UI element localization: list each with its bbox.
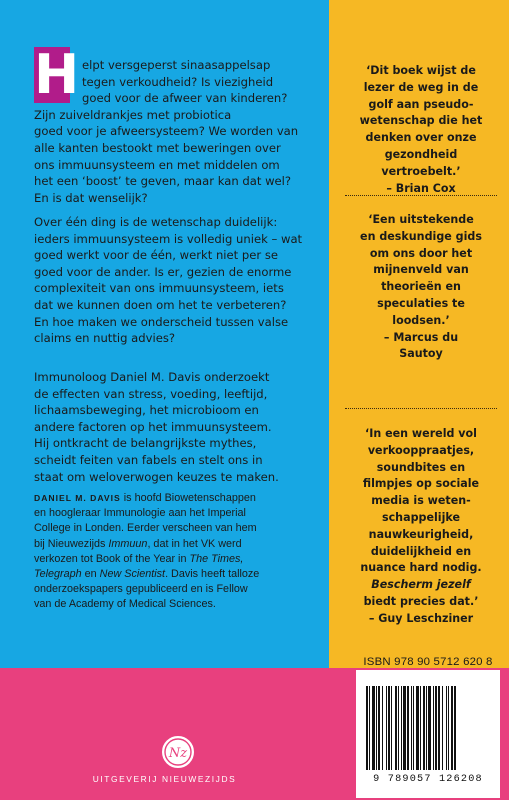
text-line: Over één ding is de wetenschap duidelijk: — [34, 215, 278, 229]
text-line: Immunoloog Daniel M. Davis onderzoekt — [34, 370, 270, 384]
barcode-bar — [398, 686, 399, 770]
quote-attribution: Sautoy — [399, 347, 443, 361]
barcode-bar — [411, 686, 412, 770]
text-line: het een ‘boost’ te geven, maar kan dat wel? — [34, 174, 292, 189]
text-line: staat om weloverwogen keuzes te maken. — [34, 469, 279, 484]
quote-line: biedt precies dat.’ — [363, 594, 479, 608]
third-paragraph — [34, 369, 279, 485]
barcode-bar — [442, 686, 443, 770]
quote-line: filmpjes op sociale — [362, 477, 480, 491]
text-line: en hoogleraar Immunologie aan het Imperial — [34, 507, 246, 520]
publication-title: Telegraph — [34, 568, 82, 581]
text-fragment: en — [81, 568, 100, 581]
text-line: elpt versgeperst sinaasappelsap — [82, 58, 271, 72]
text-fragment: verkozen tot Book of the Year in — [34, 552, 190, 565]
publication-title: New Scientist — [99, 568, 166, 581]
quote-brian-cox — [342, 63, 500, 197]
publisher-logo — [162, 736, 194, 768]
text-fragment: is hoofd Biowetenschappen — [120, 492, 256, 504]
barcode-bar — [376, 686, 377, 770]
text-fragment: . Davis heeft talloze — [165, 568, 260, 581]
text-line: En is dat wenselijk? — [34, 190, 148, 205]
barcode-bar — [388, 686, 390, 770]
author-bio — [34, 491, 259, 613]
text-fragment: bij Nieuwezijds — [34, 537, 109, 550]
text-line: de effecten van stress, voeding, leeftijd, — [34, 386, 268, 401]
text-line: goed voor je afweersysteem? We worden van — [34, 124, 299, 139]
text-line — [34, 552, 259, 567]
quote-line: golf aan pseudo- — [368, 97, 474, 111]
quote-line: duidelijkheid en — [370, 544, 472, 558]
text-line: dat we kunnen doen om het te verbeteren? — [34, 297, 287, 312]
quote-line: soundbites en — [376, 460, 466, 474]
text-line: Zijn zuiveldrankjes met probiotica — [34, 107, 232, 122]
text-line — [34, 491, 259, 506]
quote-line: gezondheid — [384, 147, 458, 161]
quote-line: verkooppraatjes, — [367, 443, 475, 457]
text-line: claims en nuttig advies? — [34, 331, 176, 346]
text-line: lichaamsbeweging, het microbioom en — [34, 403, 259, 418]
quote-line: ‘Dit boek wijst de — [366, 64, 476, 77]
quote-line: wetenschap die het — [359, 114, 483, 128]
barcode-bars — [362, 686, 494, 772]
text-line: onderzoekspapers gepubliceerd en is Fellow — [34, 583, 248, 596]
barcode-bar — [446, 686, 447, 770]
barcode-bar — [403, 686, 406, 770]
text-fragment: , dat in het VK werd — [147, 537, 242, 550]
quote-line: denken over onze — [365, 131, 477, 145]
text-line: goed werkt voor de één, werkt niet per se — [34, 248, 278, 263]
quote-line: speculaties te — [377, 296, 465, 310]
barcode-bar — [366, 686, 368, 770]
text-line — [34, 537, 259, 552]
text-line: Hij ontkracht de belangrijkste mythes, — [34, 436, 257, 451]
quote-line: theorieën en — [381, 280, 461, 294]
text-line — [34, 567, 259, 582]
publisher-logo-icon — [163, 737, 193, 767]
quote-attribution: – Marcus du — [383, 330, 459, 344]
text-line: tegen verkoudheid? Is viezigheid — [82, 74, 274, 89]
text-line: scheidt feiten van fabels en stelt ons in — [34, 452, 263, 467]
quote-line: schappelijke — [382, 510, 460, 524]
publisher-name: UITGEVERIJ NIEUWEZIJDS — [92, 774, 237, 784]
text-line: andere factoren op het immuunsysteem. — [34, 419, 272, 434]
barcode-bar — [378, 686, 380, 770]
barcode-digits: 9 789057 126208 — [373, 774, 483, 785]
quote-line: loodsen.’ — [392, 313, 450, 327]
barcode-bar — [451, 686, 453, 770]
quote-line: vertroebelt.’ — [381, 164, 461, 178]
publication-title: The Times, — [189, 552, 244, 565]
quote-line: en deskundige gids — [360, 229, 482, 243]
text-line: goed voor de ander. Is er, gezien de enorme — [34, 264, 292, 279]
quote-guy-leschziner — [342, 426, 500, 628]
quote-line: ‘Een uitstekende — [368, 213, 474, 226]
barcode-bar — [386, 686, 387, 770]
barcode-bar — [372, 686, 375, 770]
text-line: goed voor de afweer van kinderen? — [82, 91, 288, 106]
barcode — [356, 670, 500, 798]
quote-marcus-du-sautoy — [342, 212, 500, 363]
dotted-divider — [345, 195, 497, 196]
drop-cap: H — [34, 43, 80, 106]
quote-line — [342, 577, 500, 594]
barcode-bar — [435, 686, 437, 770]
quote-line: ‘In een wereld vol — [365, 427, 477, 440]
quote-line: mijnenveld van — [373, 263, 469, 277]
barcode-bar — [382, 686, 383, 770]
barcode-bar — [407, 686, 409, 770]
quote-attribution: – Guy Leschziner — [368, 611, 474, 625]
text-line: En hoe maken we onderscheid tussen valse — [34, 314, 289, 329]
barcode-bar — [413, 686, 414, 770]
barcode-bar — [454, 686, 456, 770]
text-line: complexiteit van ons immuunsysteem, iets — [34, 281, 284, 296]
text-line: ons immuunsysteem en met middelen om — [34, 157, 280, 172]
text-line: College in Londen. Eerder verscheen van hem — [34, 522, 257, 535]
barcode-bar — [395, 686, 397, 770]
text-line: van de Academy of Medical Sciences. — [34, 598, 216, 611]
quote-line: nuance hard nodig. — [360, 561, 482, 575]
barcode-bar — [423, 686, 425, 770]
dotted-divider — [345, 408, 497, 409]
barcode-bar — [420, 686, 421, 770]
barcode-bar — [391, 686, 392, 770]
second-paragraph — [34, 214, 302, 347]
publisher-logo-text: Nz — [168, 746, 188, 761]
barcode-bar — [428, 686, 431, 770]
text-line: ieders immuunsysteem is volledig uniek – wat — [34, 231, 303, 246]
book-title: Immuun — [108, 537, 148, 550]
text-line: alle kanten bestookt met beweringen over — [34, 140, 281, 155]
barcode-bar — [416, 686, 419, 770]
author-name: DANIEL M. DAVIS — [34, 493, 121, 503]
barcode-bar — [438, 686, 440, 770]
quote-line: nauwkeurigheid, — [368, 527, 474, 541]
isbn-label: ISBN 978 90 5712 620 8 — [363, 656, 493, 668]
barcode-bar — [401, 686, 402, 770]
quote-line: om ons door het — [369, 246, 473, 260]
book-title: Bescherm jezelf — [371, 578, 471, 592]
barcode-bar — [433, 686, 434, 770]
intro-paragraph — [34, 57, 298, 206]
quote-attribution: – Brian Cox — [386, 181, 456, 195]
barcode-bar — [369, 686, 370, 770]
quote-line: lezer de weg in de — [363, 80, 479, 94]
barcode-bar — [426, 686, 427, 770]
quote-line: media is weten- — [371, 494, 471, 508]
barcode-bar — [448, 686, 449, 770]
